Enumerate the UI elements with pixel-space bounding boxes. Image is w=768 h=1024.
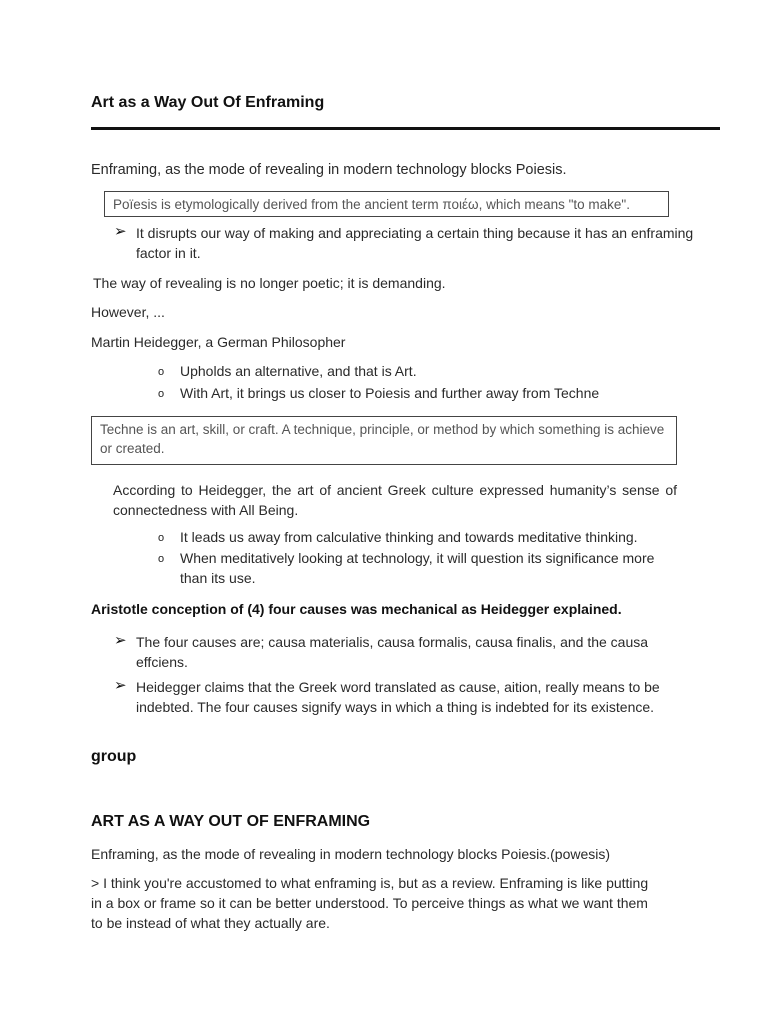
enframing-paragraph-2: Enframing, as the mode of revealing in modern technology blocks Poiesis.(powesis): [91, 846, 611, 862]
arrow-bullet-icon: ➢: [114, 223, 127, 240]
aristotle-heading: Aristotle conception of (4) four causes was mechanical as Heidegger explained.: [91, 601, 622, 617]
aition-item: Heidegger claims that the Greek word translated as cause, aition, really means to be indebted. The four causes signify ways in which a thing is indebted for its existence.: [136, 679, 660, 715]
document-title: Art as a Way Out Of Enframing: [91, 94, 325, 111]
intro-paragraph: Enframing, as the mode of revealing in modern technology blocks Poiesis.: [91, 162, 567, 178]
title-rule: [91, 127, 720, 130]
way-of-revealing-paragraph: The way of revealing is no longer poetic; it is demanding.: [93, 275, 446, 291]
circle-bullet-icon: o: [158, 532, 165, 544]
poiesis-definition-box: [104, 191, 669, 217]
section-heading: ART AS A WAY OUT OF ENFRAMING: [91, 813, 371, 830]
circle-bullet-icon: o: [158, 388, 165, 400]
four-causes-item: The four causes are; causa materialis, causa formalis, causa finalis, and the causa effciens.: [136, 634, 649, 670]
meditative-item: When meditatively looking at technology, it will question its significance more than its use.: [180, 550, 655, 586]
disrupts-item: It disrupts our way of making and appreciating a certain thing because it has an enframing factor in it.: [136, 225, 694, 261]
techne-definition-text: Techne is an art, skill, or craft. A technique, principle, or method by which something is achieve or created.: [100, 422, 665, 456]
circle-bullet-icon: o: [158, 366, 165, 378]
poiesis-definition-text: Poïesis is etymologically derived from the ancient term ποιέω, which means "to make".: [113, 197, 630, 212]
review-paragraph: > I think you're accustomed to what enframing is, but as a review. Enframing is like putting in a box or frame so it can be better understood. To perceive things as what we want them to be instead of what they actually are.: [91, 875, 649, 931]
however-paragraph: However, ...: [91, 304, 165, 320]
arrow-bullet-icon: ➢: [114, 632, 127, 649]
circle-bullet-icon: o: [158, 553, 165, 565]
according-paragraph: According to Heidegger, the art of ancient Greek culture expressed humanity’s sense of connectedness with All Being.: [113, 482, 677, 518]
calculative-thinking-item: It leads us away from calculative thinking and towards meditative thinking.: [180, 529, 638, 545]
martin-heidegger-paragraph: Martin Heidegger, a German Philosopher: [91, 334, 346, 350]
arrow-bullet-icon: ➢: [114, 677, 127, 694]
with-art-item: With Art, it brings us closer to Poiesis and further away from Techne: [180, 385, 600, 401]
upholds-item: Upholds an alternative, and that is Art.: [180, 363, 417, 379]
techne-definition-box: [91, 416, 677, 465]
group-label: group: [91, 748, 137, 765]
